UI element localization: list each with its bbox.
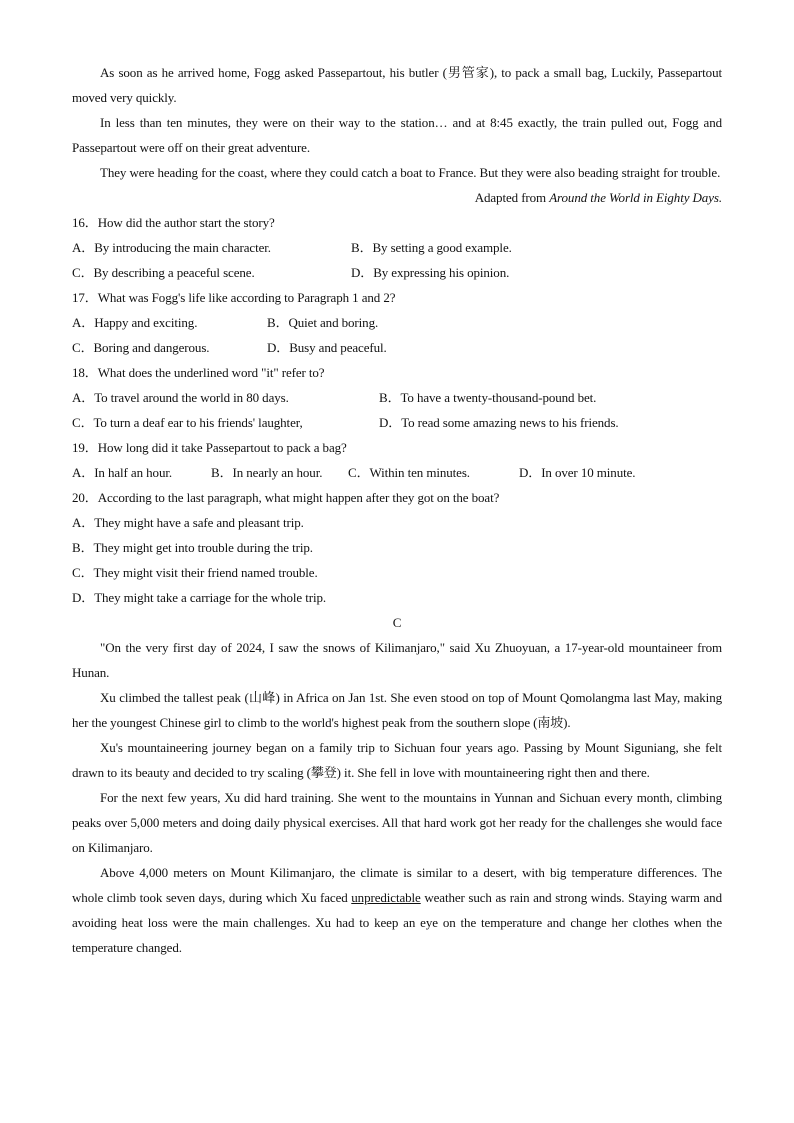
question-18-option-d: D．To read some amazing news to his friends. [379,415,619,430]
question-19-stem: 19．How long did it take Passepartout to pack a bag? [72,440,347,455]
paragraph-5-text-before: Above 4,000 meters on Mount Kilimanjaro, the climate is similar to a desert, with big temperature differences. The whole climb took seven days, during which Xu faced [72,865,722,905]
question-16-option-a: A．By introducing the main character. [72,240,271,255]
question-17-options-row-1 [72,310,722,335]
question-18-options-row-2 [72,410,722,435]
question-18-option-b: B．To have a twenty-thousand-pound bet. [379,390,597,405]
question-20-stem: 20．According to the last paragraph, what might happen after they got on the boat? [72,490,500,505]
question-16-option-b: B．By setting a good example. [351,240,512,255]
passage-b-paragraph-3: They were heading for the coast, where they could catch a boat to France. But they were also beading straight for trouble. [100,165,721,180]
question-16-options-row-2 [72,260,722,285]
paragraph-5-text-after: weather such as rain and strong winds. Staying warm and avoiding heat loss were the main challenges. Xu had to keep an eye on the temperature and change her clothes when the temperature changed. [72,890,722,955]
question-16-stem: 16．How did the author start the story? [72,215,275,230]
passage-c-heading: C [392,615,402,630]
question-17-option-b: B．Quiet and boring. [267,315,379,330]
question-18-stem: 18．What does the underlined word "it" refer to? [72,365,325,380]
question-19-option-c: C．Within ten minutes. [348,465,470,480]
question-18-option-a: A．To travel around the world in 80 days. [72,390,289,405]
question-16-options-row-1 [72,235,722,260]
question-19-options-row [72,460,722,485]
underlined-word-unpredictable: unpredictable [351,890,421,905]
question-20-option-a: A．They might have a safe and pleasant trip. [72,515,304,530]
question-17-options-row-2 [72,335,722,360]
question-17-option-a: A．Happy and exciting. [72,315,198,330]
question-19-option-d: D．In over 10 minute. [519,465,636,480]
passage-b-paragraph-1: As soon as he arrived home, Fogg asked Passepartout, his butler (男管家), to pack a small bag, Luckily, Passepartout moved very quickly. [72,65,722,105]
passage-c-paragraph-4: For the next few years, Xu did hard training. She went to the mountains in Yunnan and Sichuan every month, climbing peaks over 5,000 meters and doing daily physical exercises. All that hard work got her ready for the challenges she would face on Kilimanjaro. [72,790,722,855]
question-17-option-d: D．Busy and peaceful. [267,340,387,355]
question-16-option-c: C．By describing a peaceful scene. [72,265,255,280]
passage-b-paragraph-2: In less than ten minutes, they were on their way to the station… and at 8:45 exactly, the train pulled out, Fogg and Passepartout were off on their great adventure. [72,115,722,155]
passage-c-paragraph-1: "On the very first day of 2024, I saw the snows of Kilimanjaro," said Xu Zhuoyuan, a 17-year-old mountaineer from Hunan. [72,640,722,680]
source-prefix: Adapted from [474,190,550,205]
question-20-option-d: D．They might take a carriage for the whole trip. [72,590,327,605]
question-18-options-row-1 [72,385,722,410]
question-16-option-d: D．By expressing his opinion. [351,265,510,280]
question-19-option-b: B．In nearly an hour. [211,465,323,480]
question-17-stem: 17．What was Fogg's life like according to Paragraph 1 and 2? [72,290,396,305]
passage-c-paragraph-5 [72,860,722,960]
passage-c-paragraph-3: Xu's mountaineering journey began on a family trip to Sichuan four years ago. Passing by Mount Siguniang, she felt drawn to its beauty and decided to try scaling (攀登) it. She fell in love with mountaineering right then and there. [72,740,722,780]
question-19-option-a: A．In half an hour. [72,465,173,480]
question-20-option-b: B．They might get into trouble during the trip. [72,540,313,555]
passage-c-paragraph-2: Xu climbed the tallest peak (山峰) in Africa on Jan 1st. She even stood on top of Mount Qomolangma last May, making her the youngest Chinese girl to climb to the world's highest peak from the southern slope (南坡). [72,690,722,730]
source-title: Around the World in Eighty Days. [549,190,722,205]
question-20-option-c: C．They might visit their friend named trouble. [72,565,318,580]
document-page [72,60,722,960]
question-17-option-c: C．Boring and dangerous. [72,340,210,355]
question-18-option-c: C．To turn a deaf ear to his friends' laughter, [72,415,303,430]
passage-source [72,185,722,210]
